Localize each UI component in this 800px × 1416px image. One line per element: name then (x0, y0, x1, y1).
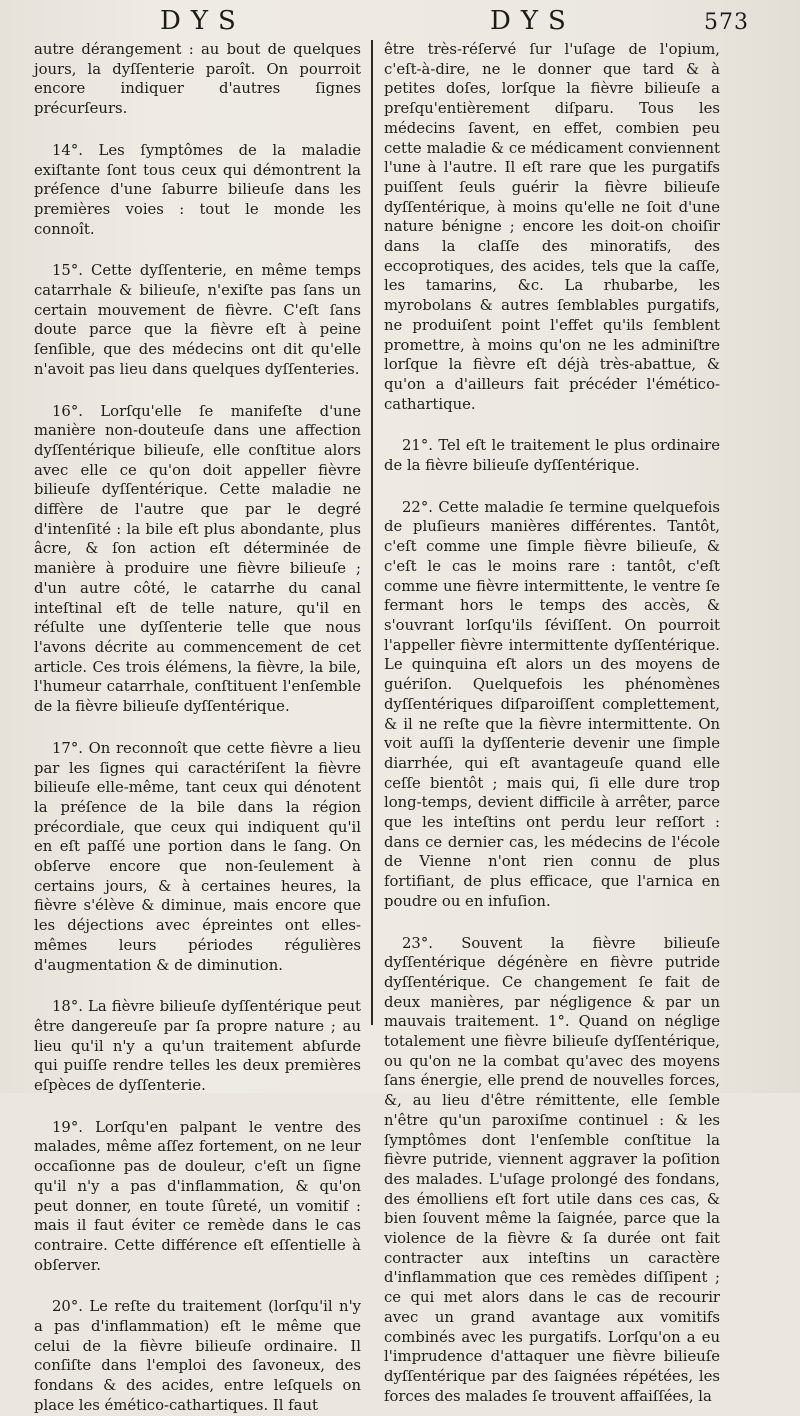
running-head-center: DYS (490, 6, 576, 36)
paragraph-14: 14°. Les ſymptômes de la maladie exiſtante ſont tous ceux qui démontrent la préſence d'une ſaburre bilieuſe dans les premières voies : tout le monde les connoît. (34, 141, 361, 238)
paragraph-16: 16°. Lorſqu'elle ſe manifeſte d'une manière non-douteuſe dans une affection dyſſentérique bilieuſe, elle conſtitue alors avec elle ce qu'on doit appeller fièvre bilieuſe dyſſentérique. Cette maladie ne diffère de l'autre que par le degré d'intenſité : la bile eſt plus abondante, plus âcre, & ſon action eſt déterminée de manière à produire une fièvre bilieuſe ; d'un autre côté, le catarrhe du canal inteſtinal eſt de telle nature, qu'il en réſulte une dyſſenterie telle que nous l'avons décrite au commencement de cet article. Ces trois élémens, la fièvre, la bile, l'humeur catarrhale, conſtituent l'enſemble de la fièvre bilieuſe dyſſentérique. (34, 402, 361, 716)
running-head (0, 6, 800, 40)
column-divider (371, 40, 373, 1025)
right-column (384, 40, 720, 1405)
page-number: 573 (704, 10, 749, 35)
paragraph: être très-réſervé ſur l'uſage de l'opium, c'eſt-à-dire, ne le donner que tard & à petites doſes, lorſque la fièvre bilieuſe a preſqu'entièrement diſparu. Tous les médecins ſavent, en effet, combien peu cette maladie & ce médicament conviennent l'une à l'autre. Il eſt rare que les purgatifs puiſſent ſeuls guérir la fièvre bilieuſe dyſſentérique, à moins qu'elle ne ſoit d'une nature bénigne ; encore les doit-on choiſir dans la claſſe des minoratifs, des eccoprotiques, des acides, tels que la caſſe, les tamarins, &c. La rhubarbe, les myrobolans & autres ſemblables purgatifs, ne produiſent point l'effet qu'ils ſemblent promettre, à moins qu'on ne les adminiſtre lorſque la fièvre eſt déjà très-abattue, & qu'on a d'ailleurs fait précéder l'émético-cathartique. (384, 41, 720, 413)
paragraph: autre dérangement : au bout de quelques jours, la dyſſenterie paroît. On pourroit encore indiquer d'autres ſignes précurſeurs. (34, 41, 361, 118)
running-head-left: DYS (160, 6, 246, 36)
paragraph-19: 19°. Lorſqu'en palpant le ventre des malades, même aſſez fortement, on ne leur occaſionne pas de douleur, c'eſt un ſigne qu'il n'y a pas d'inflammation, & qu'on peut donner, en toute ſûreté, un vomitif : mais il faut éviter ce remède dans le cas contraire. Cette différence eſt eſſentielle à obſerver. (34, 1118, 361, 1274)
left-column (34, 40, 361, 1414)
paragraph-17: 17°. On reconnoît que cette fièvre a lieu par les ſignes qui caractériſent la fièvre bilieuſe elle-même, tant ceux qui dénotent la préſence de la bile dans la région précordiale, que ceux qui indiquent qu'il en eſt paſſé une portion dans le ſang. On obſerve encore que non-ſeulement à certains jours, & à certaines heures, la fièvre s'élève & diminue, mais encore que les déjections avec épreintes ont elles-mêmes leurs périodes régulières d'augmentation & de diminution. (34, 739, 361, 974)
paragraph-22: 22°. Cette maladie ſe termine quelquefois de pluſieurs manières différentes. Tantôt, c'eſt comme une ſimple fièvre bilieuſe, & c'eſt le cas le moins rare : tantôt, c'eſt comme une fièvre intermittente, le ventre ſe fermant hors le temps des accès, & s'ouvrant lorſqu'ils ſéviſſent. On pourroit l'appeller fièvre intermittente dyſſentérique. Le quinquina eſt alors un des moyens de guériſon. Quelquefois les phénomènes dyſſentériques diſparoiſſent complettement, & il ne reſte que la fièvre intermittente. On voit auſſi la dyſſenterie devenir une ſimple diarrhée, qui eſt avantageuſe quand elle ceſſe bientôt ; mais qui, ſi elle dure trop long-temps, devient difficile à arrêter, parce que les inteſtins ont perdu leur reſſort : dans ce dernier cas, les médecins de l'école de Vienne n'ont rien connu de plus fortifiant, de plus efficace, que l'arnica en poudre ou en infuſion. (384, 498, 720, 910)
paragraph-15: 15°. Cette dyſſenterie, en même temps catarrhale & bilieuſe, n'exiſte pas ſans un certain mouvement de fièvre. C'eſt ſans doute parce que la fièvre eſt à peine ſenſible, que des médecins ont dit qu'elle n'avoit pas lieu dans quelques dyſſenteries. (34, 262, 361, 378)
paragraph-20: 20°. Le reſte du traitement (lorſqu'il n'y a pas d'inflammation) eſt le même que celui de la fièvre bilieuſe ordinaire. Il conſiſte dans l'emploi des ſavoneux, des fondans & des acides, entre leſquels on place les émético-cathartiques. Il faut (34, 1298, 361, 1414)
paragraph-23: 23°. Souvent la fièvre bilieuſe dyſſentérique dégénère en fièvre putride dyſſentérique. Ce changement ſe fait de deux manières, par négligence & par un mauvais traitement. 1°. Quand on néglige totalement une fièvre bilieuſe dyſſentérique, ou qu'on ne la combat qu'avec des moyens ſans énergie, elle prend de nouvelles forces, &, au lieu d'être rémittente, elle ſemble n'être qu'un paroxiſme continuel : & les ſymptômes dont l'enſemble conſtitue la fièvre putride, viennent aggraver la poſition des malades. L'uſage prolongé des fondans, des émolliens eſt fort utile dans ces cas, & bien ſouvent même la ſaignée, parce que la violence de la fièvre & ſa durée ont fait contracter aux inteſtins un caractère d'inflammation que ces remèdes diſſipent ; ce qui met alors dans le cas de recourir avec un grand avantage aux vomitifs combinés avec les purgatifs. Lorſqu'on a eu l'imprudence d'attaquer une fièvre bilieuſe dyſſentérique par des ſaignées répétées, les forces des malades ſe trouvent affaiſſées, la (384, 934, 720, 1405)
paragraph-21: 21°. Tel eſt le traitement le plus ordinaire de la fièvre bilieuſe dyſſentérique. (384, 437, 720, 475)
paragraph-18: 18°. La fièvre bilieuſe dyſſentérique peut être dangereuſe par ſa propre nature ; au lieu qu'il n'y a qu'un traitement abſurde qui puiſſe rendre telles les deux premières eſpèces de dyſſenterie. (34, 998, 361, 1095)
